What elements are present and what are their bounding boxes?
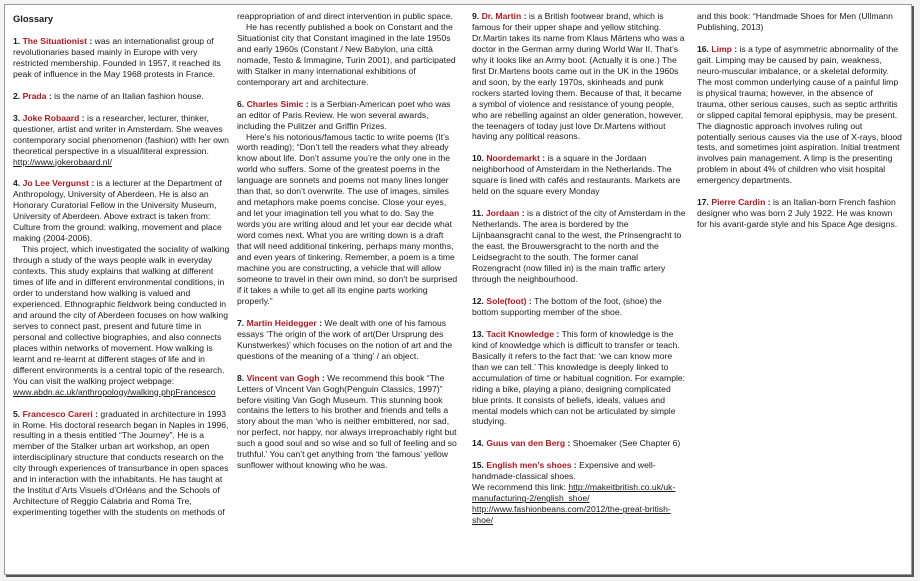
entry-paragraph (472, 296, 688, 318)
glossary-entry (13, 178, 231, 397)
reference-link[interactable]: www.abdn.ac.uk/anthropology/walking.phpFrancesco (13, 386, 216, 397)
entry-paragraph (472, 460, 688, 526)
entry-term: Dr. Martin (481, 11, 522, 21)
entry-number: 16. (697, 43, 709, 54)
glossary-entry (472, 208, 688, 285)
entry-text: reappropriation of and direct intervention in public space. (237, 11, 453, 21)
entry-text: is the name of an Italian fashion house. (54, 90, 204, 101)
entry-term: Martin Heidegger (246, 317, 317, 328)
entry-term: Noordemarkt (486, 153, 540, 164)
glossary-title: Glossary (13, 13, 54, 24)
entry-number: 4. (13, 178, 21, 189)
entry-term-separator: : (526, 295, 535, 306)
entry-text: is a type of asymmetric abnormality of the gait. Limping may be caused by pain, weakness, neuro-muscular imbalance, or a skeletal deformity. The most common underlying cause of a painful limp is physical trauma; however, in the absence of trauma, other serious causes, such as septic arthritis or slipped capital femoral epiphysis, may be present. The diagnostic approach involves ruling out potentially serious causes via the use of X-rays, blood tests, and sometimes joint aspiration. Initial treatment involves pain management. A limp is the presenting problem in about 4% of children who visit hospital emergency departments. (697, 43, 902, 186)
glossary-entry (697, 44, 903, 186)
entry-term-separator: : (87, 35, 95, 46)
entry-paragraph (697, 44, 903, 186)
entry-term: Vincent van Gogh (246, 372, 320, 383)
entry-term-separator: : (731, 43, 740, 54)
glossary-entry (13, 409, 231, 519)
entry-text: Expensive and well-handmade-classical shoes. (472, 460, 656, 482)
entry-term: Francesco Careri (22, 408, 93, 419)
entry-text: We recommend this book “The Letters of Vincent Van Gogh(Penguin Classics, 1997)” before visiting Van Gogh Museum. This stunning book contains the letters to his brother and friends and tells a story about the man ‘who is neither embittered, nor sad, nor perfect, nor happy, nor always irreproachably right but such a good soul and so wise and so full of feeling and so truthful.’ You can’t get anything from ‘the famous’ yellow sunflower without knowing who he was. (237, 372, 457, 471)
entry-text: This project, which investigated the sociality of walking through a study of the ways people walk in everyday contexts. This study explains that walking at different times of life and in different environmental conditions, in order to understand how walking is valued and experienced. Ethnographic fieldwork being conducted in and around the city of Aberdeen focuses on how walking serves to connect past, present and future time in personal and collective biographies, and also connects places within networks of movement. How walking is learnt and re-learnt at different stages of life and in different environments is a central topic of the research. You can visit the walking project webpage: (13, 244, 230, 386)
entry-text: This form of knowledge is the kind of knowledge which is difficult to transfer or teach. Basically it refers to the fact that: ‘we can know more than we can tell.’ This knowledge is deeply linked to accumulation of time or habitual cognition. For example: riding a bike, playing a piano, designing complicated blue prints. It consists of beliefs, ideals, values and mental models which can not be articulated by simple studying. (472, 328, 686, 427)
entry-term-separator: : (319, 372, 328, 383)
glossary-entry (472, 329, 688, 428)
entry-paragraph (697, 197, 903, 230)
entry-term: The Situationist (22, 35, 88, 46)
entry-text: is a Serbian-American poet who was an editor of Paris Review. He won several awards, including the Pulitzer and Griffin Prizes. (237, 98, 451, 131)
glossary-column-2 (237, 11, 459, 482)
entry-term-separator: : (554, 328, 562, 339)
entry-paragraph (472, 153, 688, 197)
entry-term: Guus van den Berg (486, 438, 566, 449)
entry-number: 10. (472, 153, 484, 164)
glossary-entry (237, 373, 459, 472)
entry-paragraph (237, 132, 459, 307)
entry-text: The bottom of the foot, (shoe) the bottom supporting member of the shoe. (472, 295, 662, 317)
entry-paragraph (13, 244, 231, 397)
entry-number: 8. (237, 372, 245, 383)
entry-text: is a district of the city of Amsterdam in the Netherlands. The area is bordered by the Lijnbaansgracht canal to the west, the Prinsengracht to the east, the Brouwersgracht to the north and the Leidsegracht to the south. The former canal Rozengracht (now filled in) is the main traffic artery through the neighbourhood. (472, 208, 686, 284)
entry-number: 5. (13, 408, 21, 419)
entry-term-separator: : (79, 112, 88, 123)
entry-term-separator: : (519, 208, 527, 219)
entry-term-separator: : (521, 11, 529, 21)
entry-number: 14. (472, 438, 484, 449)
glossary-entry-continuation (697, 11, 903, 33)
entry-text: is a square in the Jordaan neighborhood of Amsterdam in the Netherlands. The square is lined with cafés and restaurants. Markets are held on the square every Monday (472, 153, 681, 197)
entry-text: is a British footwear brand, which is famous for their upper shape and yellow stitching. Dr.Martin takes its name from Klaus Märtens who was a doctor in the German army during World War II. That’s why it looks like an Army boot. (Actually it is one.) The first Dr.Martens boots came out in the UK in the 1960s and soon, by the early 1970s, skinheads and punk rockers started loving them. Because of that, it became a symbol of violence and resistance of young people, who are rebelling against an older generation, however, the teenagers of today just love Dr.Martens without having any political reasons. (472, 11, 685, 142)
glossary-entry (13, 113, 231, 168)
entry-term-separator: : (88, 178, 97, 189)
entry-text: Here’s his notorious/famous tactic to write poems (It’s worth reading); “Don’t tell the readers what they already know about life. Don’t assume you’re the only one in the world who suffers. Some of the greatest poems in the language are sonnets and poems not many lines longer than that, so don’t overwrite. The use of images, similes and metaphors make poems concise. Close your eyes, and let your imagination tell you what to do. Say the words you are writing aloud and let your ear decide what word comes next. What you are writing down is a draft that will need additional tinkering, perhaps many months, and even years of tinkering. Remember, a poem is a time machine you are constructing, a vehicle that will allow someone to travel in their own mind, so don’t be surprised if it takes a while to get all its engine parts working properly.” (237, 131, 458, 306)
entry-text: We dealt with one of his famous essays ‘The origin of the work of art(Der Ursprung des Kunstwerkes)’ which focuses on the notion of art and the questions of the meaning of a ‘thing’ / an object. (237, 317, 453, 361)
entry-number: 7. (237, 317, 245, 328)
entry-number: 17. (697, 197, 709, 208)
entry-term-separator: : (571, 460, 580, 471)
entry-paragraph (237, 22, 459, 88)
entry-term-separator: : (565, 438, 573, 449)
entry-term: Joke Robaard (22, 112, 80, 123)
glossary-entry (237, 99, 459, 307)
glossary-entry (237, 318, 459, 362)
entry-text: is a researcher, lecturer, thinker, questioner, artist and writer in Amsterdam. She weaves contemporary social phenomenon (fashion) with her own theoretical perspective in a visual/literal expression. (13, 112, 229, 156)
glossary-column-4 (697, 11, 903, 241)
entry-term: Pierre Cardin (711, 197, 766, 208)
entry-paragraph (13, 178, 231, 244)
entry-term: Charles Simic (246, 98, 304, 109)
glossary-column-1 (13, 11, 231, 529)
entry-term: Jordaan (485, 208, 520, 219)
entry-term: Prada (22, 90, 47, 101)
entry-term-separator: : (316, 317, 325, 328)
entry-text: and this book: “Handmade Shoes for Men (Ullmann Publishing, 2013) (697, 11, 893, 32)
glossary-entry (13, 91, 231, 102)
glossary-entry (13, 36, 231, 80)
entry-number: 12. (472, 295, 484, 306)
glossary-entry (472, 438, 688, 449)
entry-term: Tacit Knowledge (486, 328, 554, 339)
entry-text: graduated in architecture in 1993 in Rome. His doctoral research began in Naples in 1996, resulting in a thesis entitled “The Journey”. He is a member of the Stalker urban art workshop, an open interdisciplinary structure that conducts research on the city through experiences of transurbance in open spaces and in interaction with the inhabitants. He has taught at the Institut d’Arts Visuels d’Orléans and the Schools of Architecture of Reggio Calabria and Roma Tre, experimenting together with the students on methods of (13, 408, 229, 518)
entry-paragraph (237, 373, 459, 472)
reference-link[interactable]: http://makeitbritish.co.uk/uk-manufacturing-2/english_shoe/ (472, 482, 676, 504)
entry-paragraph (13, 36, 231, 80)
entry-paragraph (237, 99, 459, 132)
entry-text: We recommend this link: (472, 482, 569, 493)
entry-paragraph (13, 91, 231, 102)
reference-link[interactable]: http://www.fashionbeans.com/2012/the-great-british-shoe/ (472, 504, 671, 526)
entry-number: 1. (13, 35, 21, 46)
reference-link[interactable]: http://www.jokerobaard.nl/ (13, 156, 112, 167)
entry-text: Shoemaker (See Chapter 6) (572, 438, 681, 449)
glossary-entry-continuation (237, 11, 459, 88)
entry-term: Jo Lee Vergunst (22, 178, 89, 189)
glossary-entry (472, 153, 688, 197)
entry-text: is an Italian-born French fashion designer who was born 2 July 1922. He was known for his avant-garde style and his Space Age designs. (697, 197, 898, 230)
entry-paragraph (237, 318, 459, 362)
entry-term-separator: : (46, 90, 55, 101)
entry-term-separator: : (303, 98, 312, 109)
entry-paragraph (697, 11, 903, 33)
entry-paragraph (237, 11, 459, 22)
entry-paragraph (472, 208, 688, 285)
entry-term-separator: : (539, 153, 548, 164)
entry-paragraph (472, 11, 688, 142)
entry-term: English men’s shoes (486, 460, 572, 471)
entry-number: 13. (472, 328, 484, 339)
entry-paragraph (472, 438, 688, 449)
entry-number: 11. (472, 208, 484, 219)
glossary-page (4, 4, 912, 575)
entry-number: 9. (472, 11, 480, 21)
entry-term: Sole(foot) (486, 295, 527, 306)
entry-paragraph (472, 329, 688, 428)
entry-number: 15. (472, 460, 484, 471)
glossary-entry (472, 460, 688, 526)
glossary-entry (472, 11, 688, 142)
entry-text: He has recently published a book on Constant and the Situationist city that Constant imagined in the late 1950s and early 1960s (Constant / New Babylon, una città nomade, Testo & Immagine, Turin 2001), and participated with Stalker in many international exhibitions of contemporary art and architecture. (237, 21, 456, 87)
entry-paragraph (13, 409, 231, 519)
entry-term-separator: : (765, 197, 773, 208)
entry-number: 3. (13, 112, 21, 123)
glossary-entry (697, 197, 903, 230)
entry-term: Limp (711, 43, 732, 54)
entry-paragraph (13, 113, 231, 168)
entry-text: is a lecturer at the Department of Anthropology, University of Aberdeen. He is also an Honorary Curatorial Fellow in the University Museum, University of Aberdeen. Above extract is taken from: Culture from the ground: walking, movement and place making (2004-2006). (13, 178, 222, 244)
glossary-entry (472, 296, 688, 318)
entry-number: 2. (13, 90, 21, 101)
entry-number: 6. (237, 98, 245, 109)
entry-text: was an internationalist group of revolutionaries based mainly in Europe with very restricted membership. Founded in 1957, it reached its peak of influence in the May 1968 protests in France. (13, 35, 221, 79)
entry-term-separator: : (92, 408, 101, 419)
glossary-column-3 (472, 11, 688, 537)
